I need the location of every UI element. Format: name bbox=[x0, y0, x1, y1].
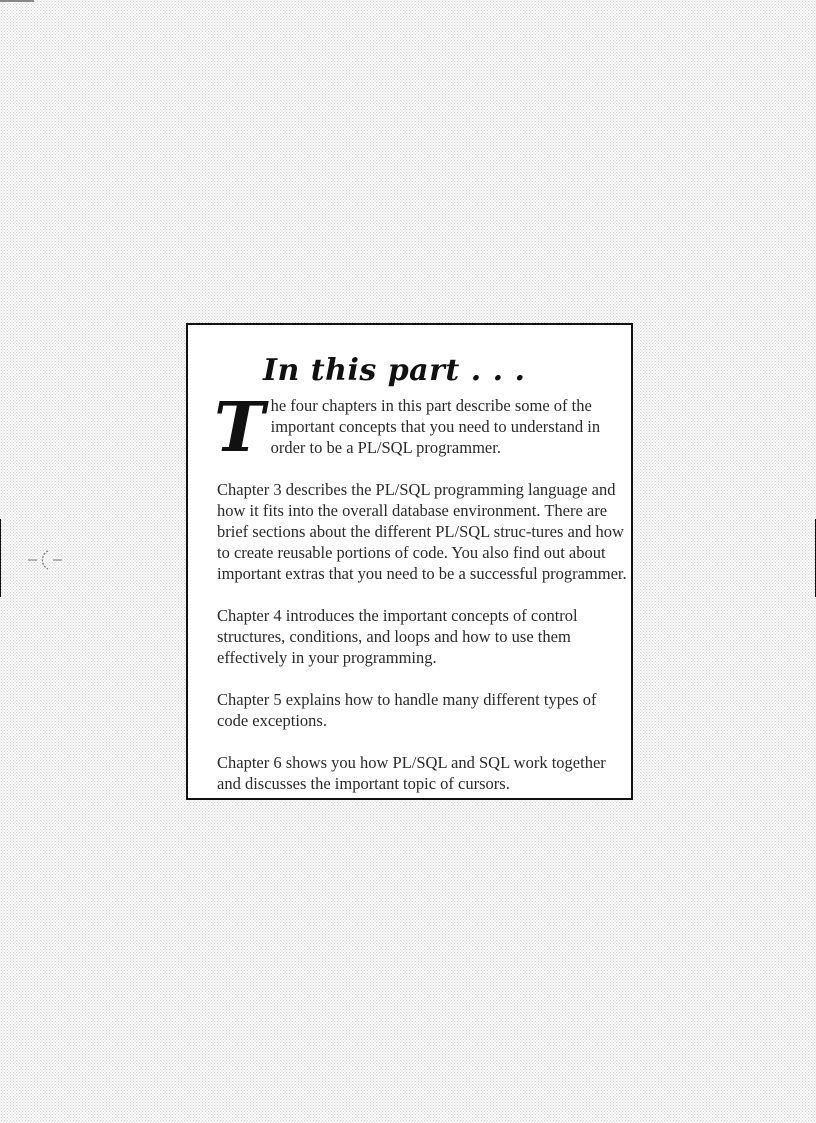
part-intro-box bbox=[186, 323, 633, 800]
chapter-5-paragraph: Chapter 5 explains how to handle many different types of code exceptions. bbox=[217, 690, 597, 730]
part-title: In this part . . . bbox=[263, 353, 526, 388]
intro-text: he four chapters in this part describe some of the important concepts that you need to understand in order to be a PL/SQL programmer. bbox=[270, 396, 601, 457]
left-edge-tick bbox=[0, 519, 1, 597]
chapter-4-paragraph: Chapter 4 introduces the important concepts of control structures, conditions, and loops and how to use them effectively in your programming. bbox=[217, 606, 578, 667]
part-body bbox=[214, 388, 629, 794]
corner-crop-mark bbox=[0, 0, 34, 2]
registration-mark-icon bbox=[28, 547, 62, 573]
drop-cap: T bbox=[214, 388, 265, 468]
chapter-3-paragraph: Chapter 3 describes the PL/SQL programming language and how it fits into the overall database environment. There are brief sections about the different PL/SQL struc-tures and how to create reusable portions of code. You also find out about important extras that you need to be a successful programmer. bbox=[217, 480, 627, 583]
intro-paragraph bbox=[214, 388, 629, 468]
chapter-6-paragraph: Chapter 6 shows you how PL/SQL and SQL work together and discusses the important topic of cursors. bbox=[217, 753, 606, 793]
